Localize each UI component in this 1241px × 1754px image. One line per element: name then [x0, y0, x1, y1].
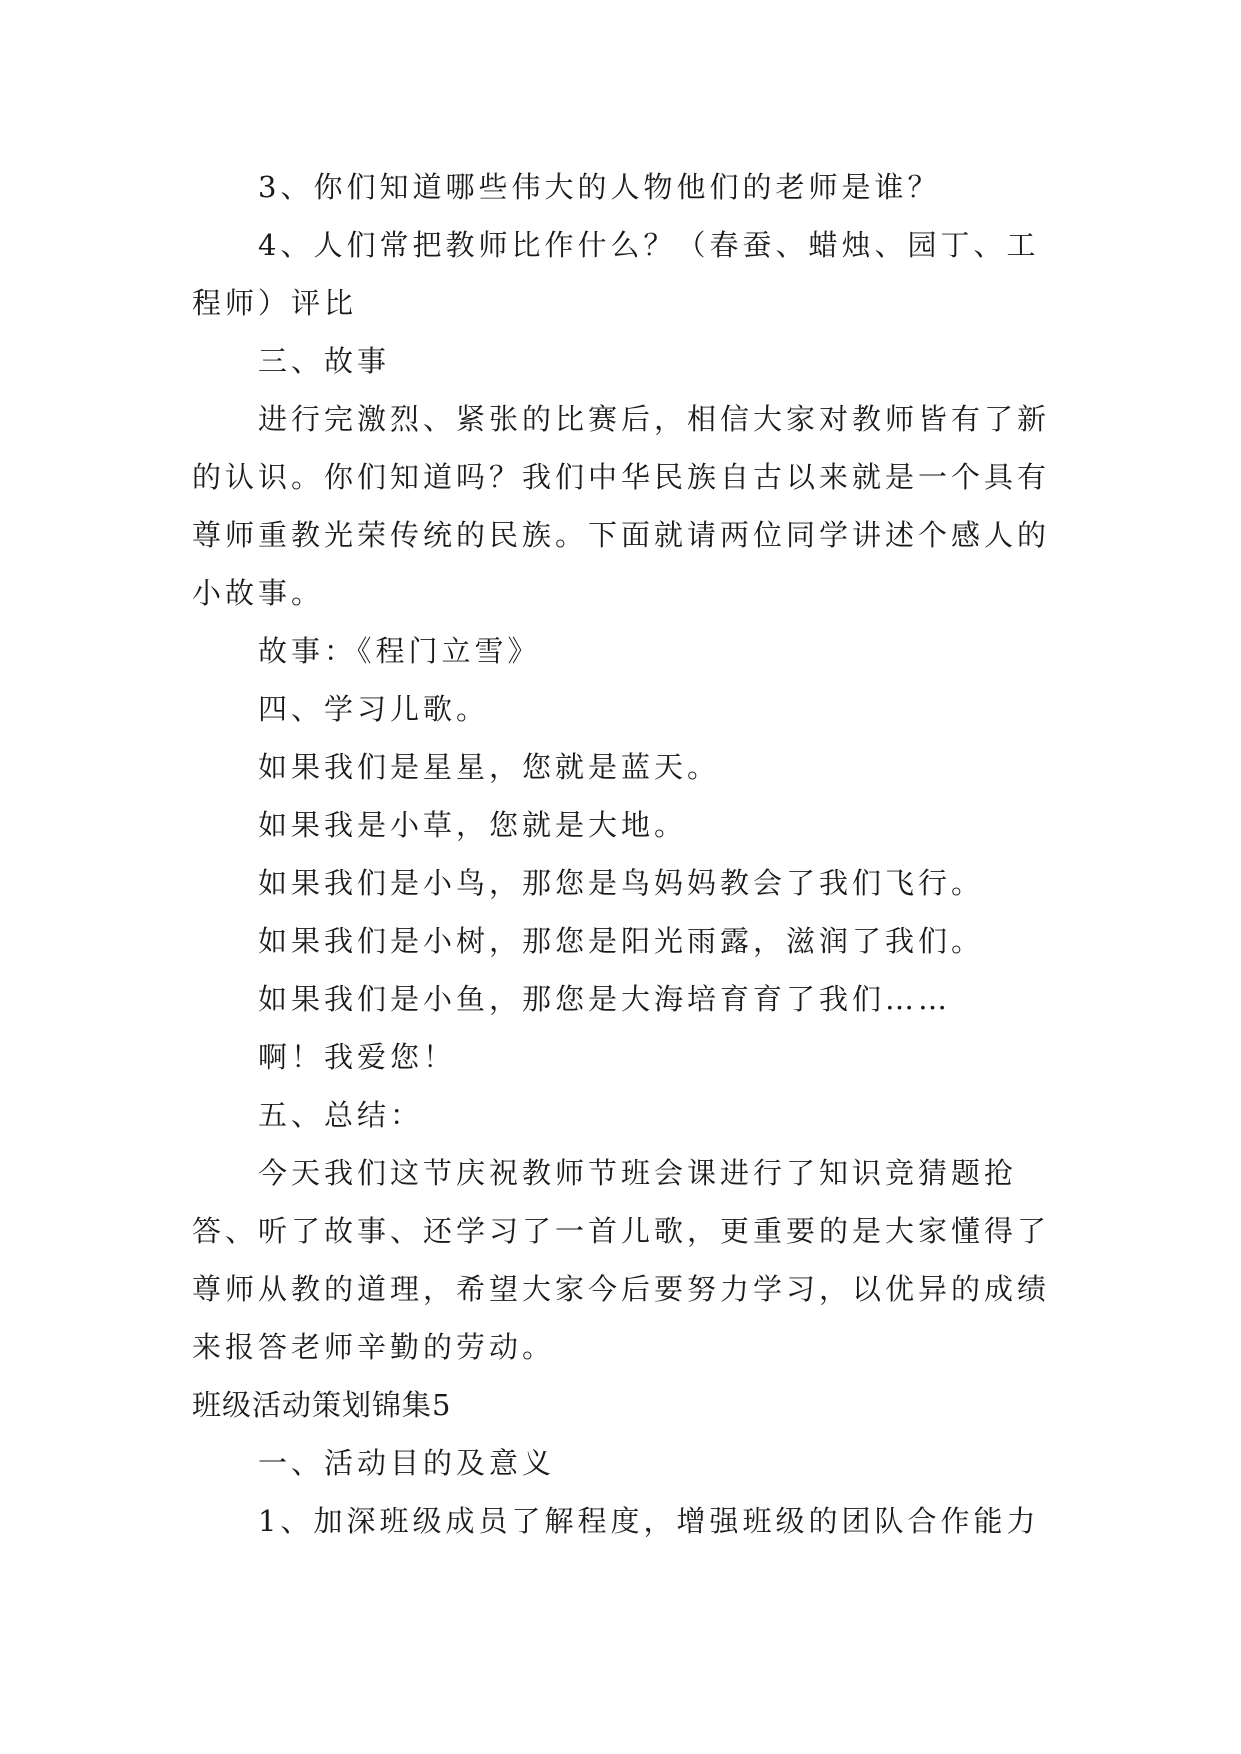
paragraph-summary: 今天我们这节庆祝教师节班会课进行了知识竞猜题抢答、听了故事、还学习了一首儿歌，更重要的是大家懂得了尊师从教的道理，希望大家今后要努力学习，以优异的成绩来报答老师辛勤的劳动。 — [192, 1156, 1051, 1364]
song-line-6: 啊！我爱您！ — [258, 1040, 457, 1074]
paragraph-question-3: 3、你们知道哪些伟大的人物他们的老师是谁？ — [258, 170, 941, 204]
paragraph-story-title: 故事：《程门立雪》 — [258, 634, 541, 668]
song-line-5: 如果我们是小鱼，那您是大海培育育了我们…… — [258, 982, 952, 1016]
song-line-1: 如果我们是星星，您就是蓝天。 — [258, 750, 721, 784]
section-heading-summary: 五、总结： — [258, 1098, 424, 1132]
section-heading-story: 三、故事 — [258, 344, 391, 378]
song-line-3: 如果我们是小鸟，那您是鸟妈妈教会了我们飞行。 — [258, 866, 985, 900]
song-line-4: 如果我们是小树，那您是阳光雨露，滋润了我们。 — [258, 924, 985, 958]
paragraph-purpose-1: 1、加深班级成员了解程度，增强班级的团队合作能力 — [258, 1504, 1040, 1538]
paragraph-story-intro: 进行完激烈、紧张的比赛后，相信大家对教师皆有了新的认识。你们知道吗？我们中华民族自古以来就是一个具有尊师重教光荣传统的民族。下面就请两位同学讲述个感人的小故事。 — [192, 402, 1051, 610]
section-heading-purpose: 一、活动目的及意义 — [258, 1446, 556, 1480]
document-section-title: 班级活动策划锦集5 — [192, 1388, 452, 1422]
paragraph-question-4: 4、人们常把教师比作什么？（春蚕、蜡烛、园丁、工程师）评比 — [192, 228, 1040, 320]
document-body — [192, 158, 1062, 1550]
song-line-2: 如果我是小草，您就是大地。 — [258, 808, 688, 842]
section-heading-song: 四、学习儿歌。 — [258, 692, 490, 726]
